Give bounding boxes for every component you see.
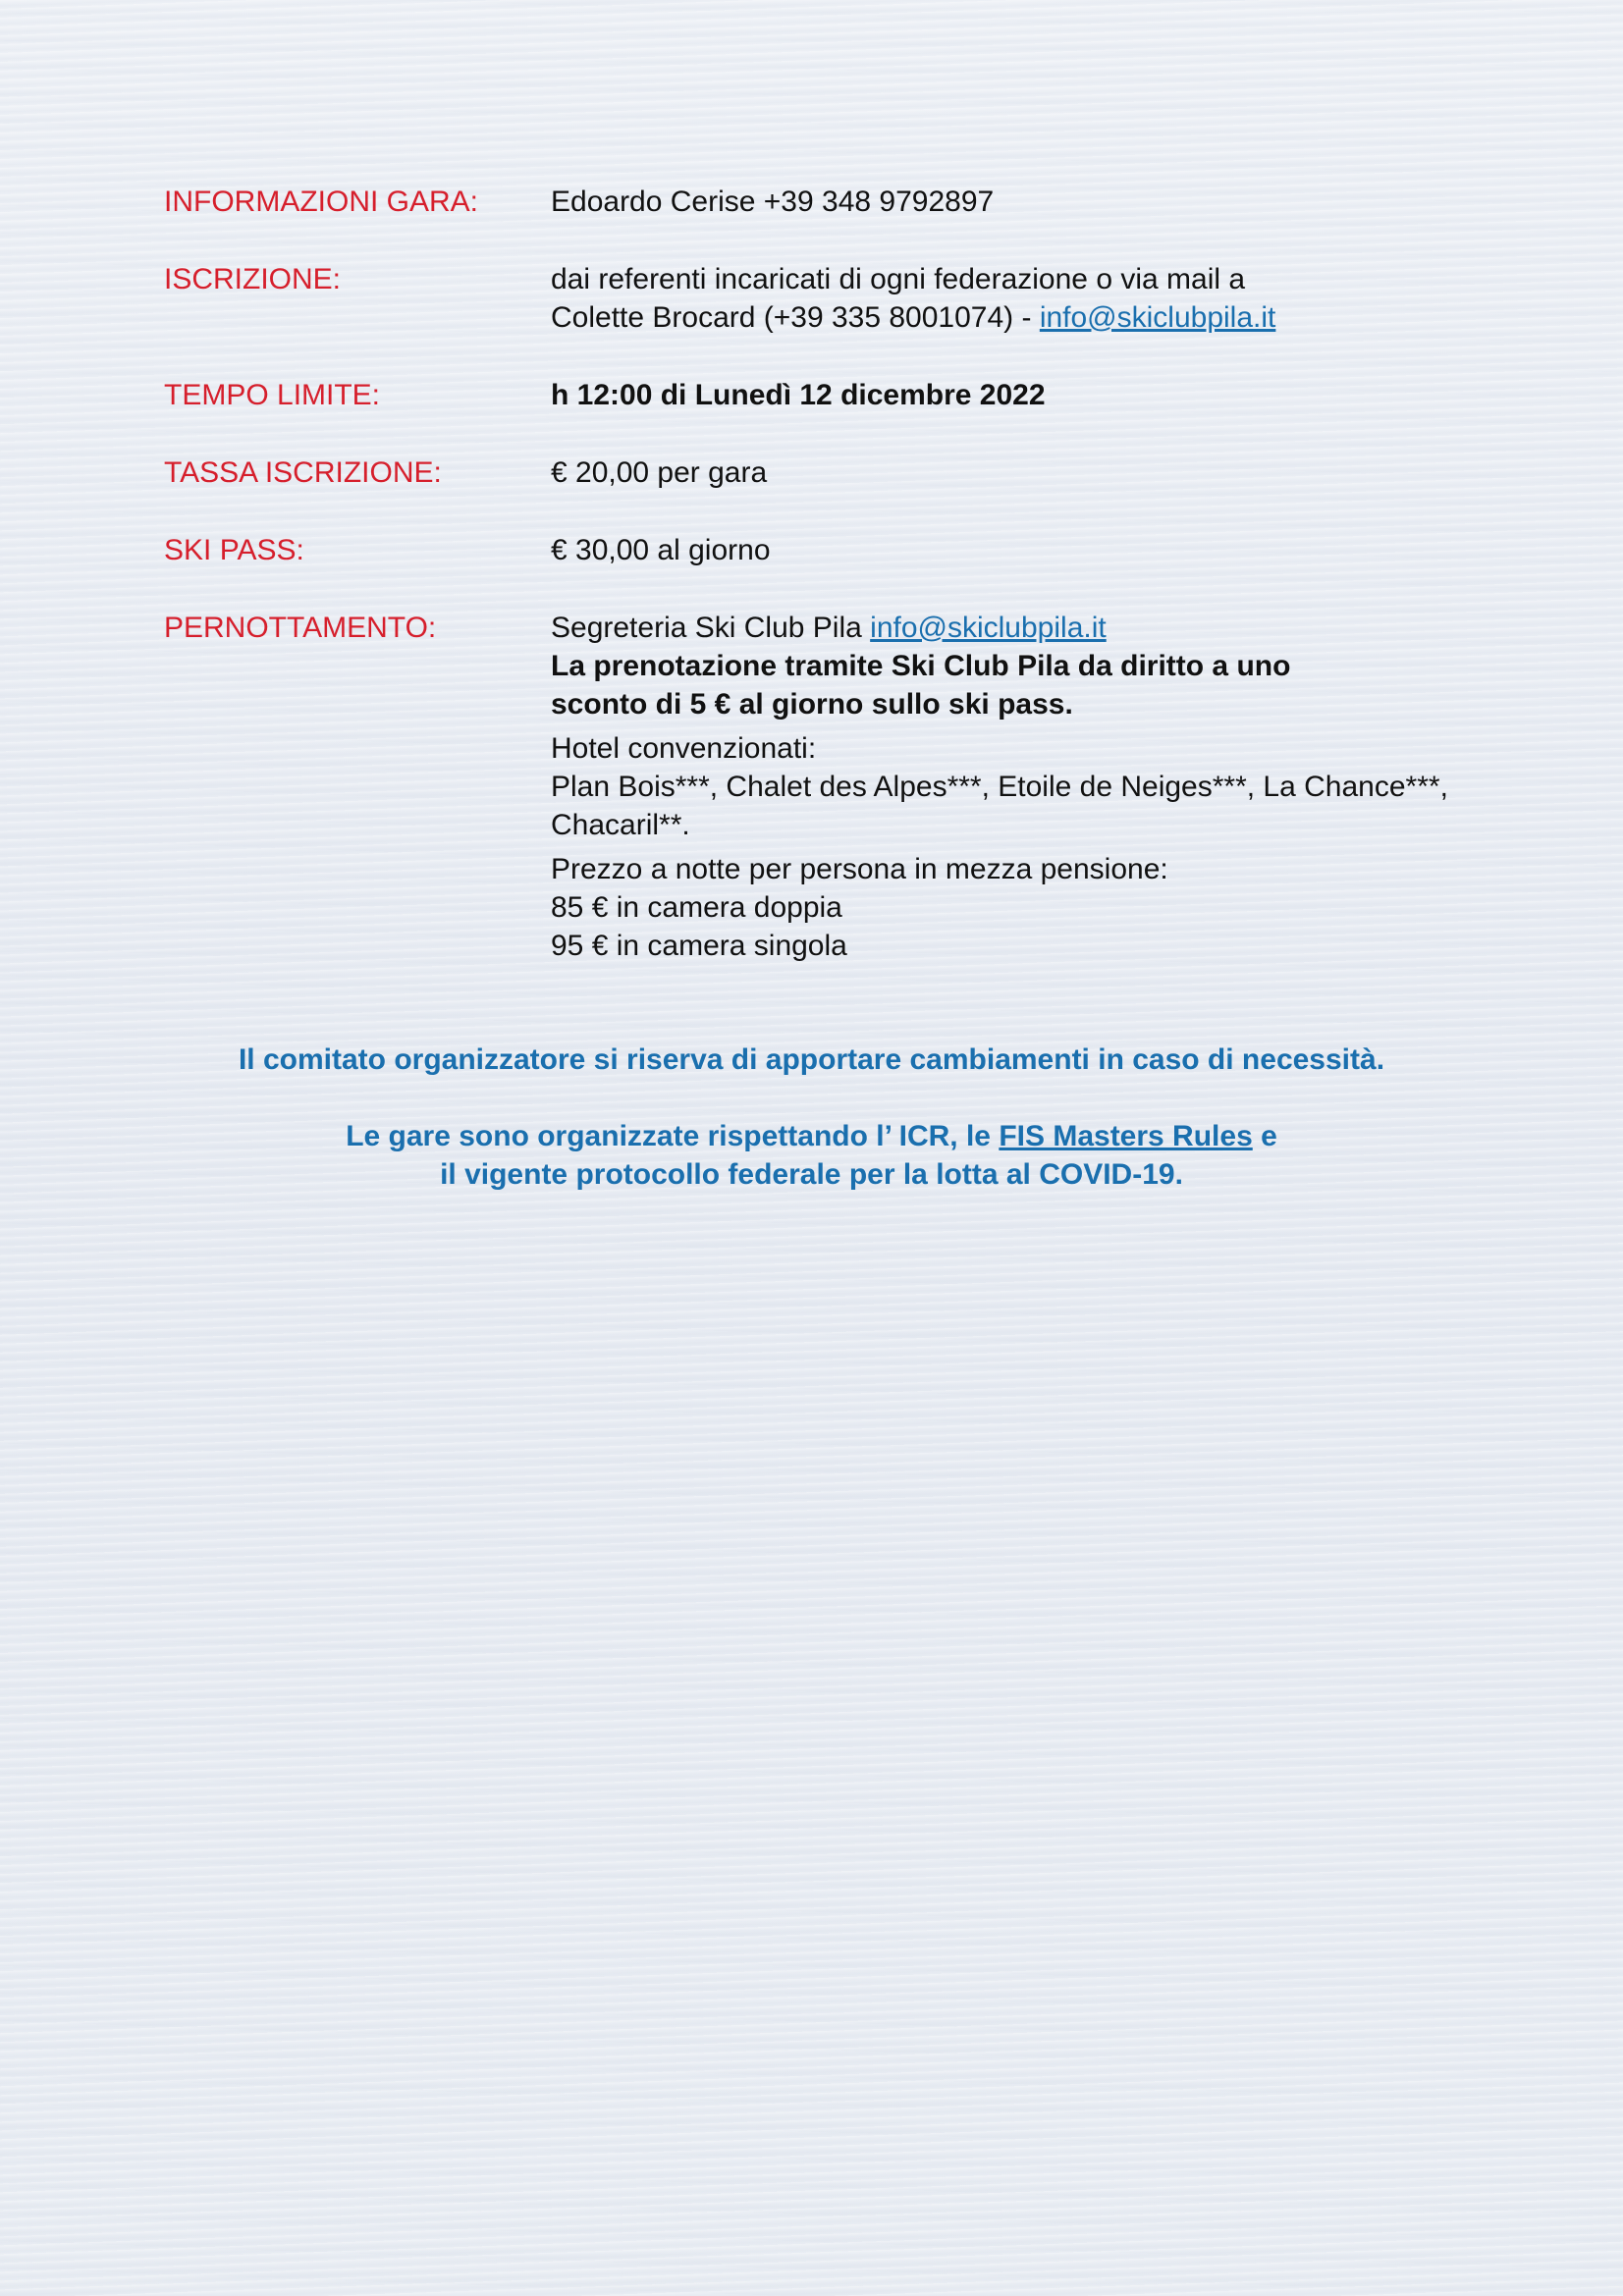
promo-line: sconto di 5 € al giorno sullo ski pass. [551, 688, 1073, 721]
row-label: INFORMAZIONI GARA: [164, 186, 479, 218]
row-label: ISCRIZIONE: [164, 263, 342, 295]
rules-note [0, 1117, 1623, 1194]
notes-section [0, 1041, 1623, 1232]
row-iscrizione [164, 260, 1480, 337]
deadline-value: h 12:00 di Lunedì 12 dicembre 2022 [551, 379, 1046, 411]
rules-text: il vigente protocollo federale per la lotta al COVID-19. [440, 1158, 1183, 1191]
registration-value [551, 260, 1480, 337]
hotel-list-line: Chacaril**. [551, 809, 690, 841]
row-label: SKI PASS: [164, 534, 304, 566]
row-pernottamento [164, 609, 1480, 965]
email-link[interactable]: info@skiclubpila.it [870, 612, 1107, 644]
hotel-list-line: Plan Bois***, Chalet des Alpes***, Etoile de Neiges***, La Chance***, [551, 771, 1448, 803]
registration-line: dai referenti incaricati di ogni federazione o via mail a [551, 263, 1246, 295]
row-label: TEMPO LIMITE: [164, 379, 381, 411]
price-single: 95 € in camera singola [551, 930, 847, 962]
committee-note: Il comitato organizzatore si riserva di apportare cambiamenti in caso di necessità. [238, 1043, 1385, 1076]
price-title: Prezzo a notte per persona in mezza pensione: [551, 853, 1168, 885]
hotel-title: Hotel convenzionati: [551, 732, 817, 765]
registration-contact-line [551, 298, 1480, 337]
secretariat-text: Segreteria Ski Club Pila [551, 612, 871, 644]
contact-text: Colette Brocard (+39 335 8001074) - [551, 301, 1040, 334]
fee-value: € 20,00 per gara [551, 456, 768, 489]
ski-pass-value: € 30,00 al giorno [551, 534, 771, 566]
price-double: 85 € in camera doppia [551, 891, 842, 924]
row-label: PERNOTTAMENTO: [164, 612, 437, 644]
race-info-table [164, 183, 1480, 1004]
row-tassa-iscrizione [164, 454, 1480, 492]
promo-line: La prenotazione tramite Ski Club Pila da diritto a uno [551, 650, 1291, 682]
email-link[interactable]: info@skiclubpila.it [1039, 301, 1276, 334]
rules-text: Le gare sono organizzate rispettando l’ ICR, le [346, 1120, 1000, 1152]
row-tempo-limite [164, 376, 1480, 414]
rules-text: e [1252, 1120, 1277, 1152]
row-ski-pass [164, 531, 1480, 569]
contact-value: Edoardo Cerise +39 348 9792897 [551, 186, 995, 218]
fis-masters-rules-link[interactable]: FIS Masters Rules [999, 1120, 1253, 1152]
accommodation-value [551, 609, 1480, 965]
row-informazioni-gara [164, 183, 1480, 221]
row-label: TASSA ISCRIZIONE: [164, 456, 442, 489]
secretariat-line [551, 609, 1480, 647]
